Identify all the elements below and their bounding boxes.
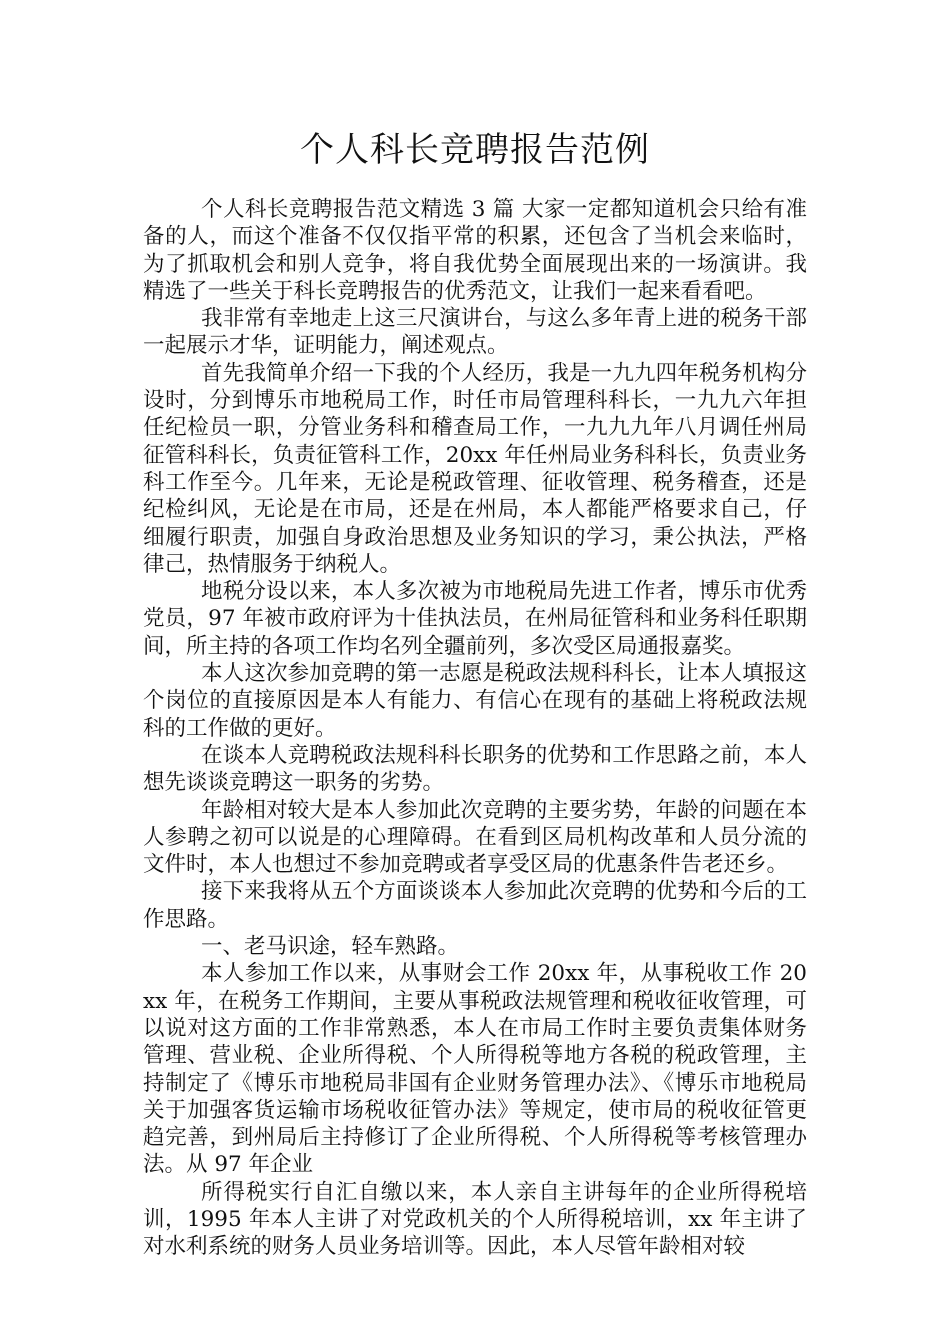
document-title: 个人科长竞聘报告范例: [300, 130, 650, 170]
paragraph-age: 年龄相对较大是本人参加此次竞聘的主要劣势，年龄的问题在本人参聘之初可以说是的心理障碍。在看到区局机构改革和人员分流的文件时，本人也想过不参加竞聘或者享受区局的优惠条件告老还乡。: [143, 797, 807, 878]
paragraph-first-choice: 本人这次参加竞聘的第一志愿是税政法规科科长，让本人填报这个岗位的直接原因是本人有能力、有信心在现有的基础上将税政法规科的工作做的更好。: [143, 661, 807, 741]
paragraph-intro: 个人科长竞聘报告范文精选 3 篇 大家一定都知道机会只给有准备的人，而这个准备不仅仅指平常的积累，还包含了当机会来临时，为了抓取机会和别人竞争，将自我优势全面展现出来的一场演讲。我精选了一些关于科长竞聘报告的优秀范文，让我们一起来看看吧。: [143, 197, 807, 304]
paragraph-work-history: 本人参加工作以来，从事财会工作 20xx 年，从事税收工作 20xx 年，在税务工作期间，主要从事税政法规管理和税收征收管理，可以说对这方面的工作非常熟悉，本人在市局工作时主要负责集体财务管理、营业税、企业所得税、个人所得税等地方各税的税政管理，主持制定了《博乐市地税局非国有企业财务管理办法》、《博乐市地税局关于加强客货运输市场税收征管办法》等规定，使市局的税收征管更趋完善，到州局后主持修订了企业所得税、个人所得税等考核管理办法。从 97 年企业: [143, 961, 807, 1178]
paragraph-honors: 地税分设以来，本人多次被为市地税局先进工作者，博乐市优秀党员，97 年被市政府评为十佳执法员，在州局征管科和业务科任职期间，所主持的各项工作均名列全疆前列，多次受区局通报嘉奖。: [143, 579, 807, 659]
paragraph-five-aspects: 接下来我将从五个方面谈谈本人参加此次竞聘的优势和今后的工作思路。: [143, 879, 807, 932]
paragraph-disadvantage-intro: 在谈本人竞聘税政法规科科长职务的优势和工作思路之前，本人想先谈谈竞聘这一职务的劣势。: [143, 742, 807, 796]
section-heading-one: 一、老马识途，轻车熟路。: [201, 934, 460, 960]
document-body: [143, 196, 807, 1261]
paragraph-training: 所得税实行自汇自缴以来，本人亲自主讲每年的企业所得税培训，1995 年本人主讲了对党政机关的个人所得税培训，xx 年主讲了对水利系统的财务人员业务培训等。因此，本人尽管年龄相对较: [143, 1179, 807, 1260]
paragraph-experience: 首先我简单介绍一下我的个人经历，我是一九九四年税务机构分设时，分到博乐市地税局工作，时任市局管理科科长，一九九六年担任纪检员一职，分管业务科和稽查局工作，一九九九年八月调任州局征管科科长，负责征管科工作，20xx 年任州局业务科科长，负责业务科工作至今。几年来，无论是税政管理、征收管理、税务稽查，还是纪检纠风，无论是在市局，还是在州局，本人都能严格要求自己，仔细履行职责，加强自身政治思想及业务知识的学习，秉公执法，严格律己，热情服务于纳税人。: [143, 360, 807, 577]
paragraph-opening: 我非常有幸地走上这三尺演讲台，与这么多年青上进的税务干部一起展示才华，证明能力，阐述观点。: [143, 306, 807, 359]
